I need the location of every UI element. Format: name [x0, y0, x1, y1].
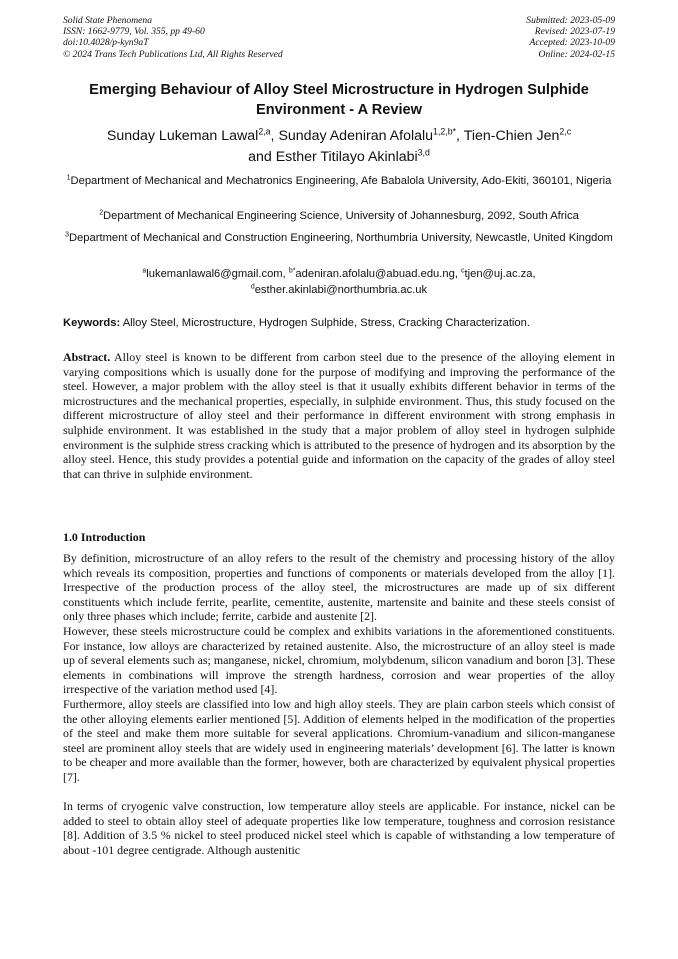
- paragraph: By definition, microstructure of an alloy refers to the result of the chemistry and processing history of the alloy which reveals its composition, properties and functions of components or materials developed from the alloy [1]. Irrespective of the production process of the alloy steel, the microstructures are made up of six different constituents which include ferrite, pearlite, cementite, austenite, martensite and bainite and these steels consist of only three phases which include; ferrite, carbide and austenite [2].: [63, 551, 615, 624]
- journal-info: [63, 15, 283, 60]
- abstract-label: Abstract.: [63, 350, 111, 364]
- author-name: Sunday Adeniran Afolalu: [278, 128, 434, 144]
- publication-dates: [526, 15, 615, 60]
- paragraph: In terms of cryogenic valve construction, low temperature alloy steels are applicable. For instance, nickel can be added to steel to obtain alloy steel of adequate properties like low temperature, toughness and corrosion resistance [8]. Addition of 3.5 % nickel to steel produced nickel steel which is capable of withstanding a low temperature of about -101 degree centigrade. Although austenitic: [63, 799, 615, 857]
- journal-name: Solid State Phenomena: [63, 15, 152, 26]
- author-affiliation-mark: 1,2,b*: [433, 126, 457, 137]
- affiliation-text: Department of Mechanical Engineering Science, University of Johannesburg, 2092, South Africa: [103, 210, 579, 222]
- author-affiliation-mark: 2,c: [559, 126, 572, 137]
- abstract: [63, 350, 615, 481]
- keywords: [63, 316, 615, 331]
- email-mark: a: [142, 267, 147, 275]
- author-name: Sunday Lukeman Lawal: [106, 128, 259, 144]
- affiliation-text: Department of Mechanical and Mechatronics Engineering, Afe Babalola University, Ado-Ekiti, 360101, Nigeria: [70, 175, 612, 187]
- affiliation-mark: 3: [65, 231, 69, 239]
- affiliation-2: [60, 209, 618, 225]
- accepted-date: Accepted: 2023-10-09: [529, 37, 615, 49]
- copyright: © 2024 Trans Tech Publications Ltd, All Rights Reserved: [63, 48, 283, 60]
- online-date: Online: 2024-02-15: [538, 48, 615, 60]
- paper-title: Emerging Behaviour of Alloy Steel Microstructure in Hydrogen Sulphide Environment - A Review: [89, 82, 589, 118]
- section-heading: 1.0 Introduction: [63, 530, 146, 544]
- abstract-text: Alloy steel is known to be different from carbon steel due to the presence of the alloying element in varying compositions which is usually done for the purpose of modifying and improving the performance of the steel. However, a major problem with the alloy steel is that it usually exhibits different behavior in terms of the microstructures and the mechanical properties, especially, in sulphide environment. Thus, this study focused on the different microstructure of alloy steel and their performance in different environment with strong emphasis in sulphide environment. It was established in the study that a major problem of alloy steel in hydrogen sulphide environment is the sulphide stress cracking which is attributed to the presence of hydrogen and its absorption by the alloy steel. Hence, this study provides a potential guide and information on the capacity of the grades of alloy steel that can thrive in sulphide environment.: [63, 350, 615, 481]
- paragraph: Furthermore, alloy steels are classified into low and high alloy steels. They are plain carbon steels which consist of the other alloying elements earlier mentioned [5]. Addition of elements helped in the modification of the properties of the steel and make them more suitable for several applications. Chromium-vanadium and silicon-manganese steel are prominent alloy steels that are widely used in engineering materials’ development [6]. The latter is known to be cheaper and more available than the former, however, both are characterized by equivalent physical properties [7].: [63, 696, 615, 784]
- email-b[interactable]: adeniran.afolalu@abuad.edu.ng,: [295, 268, 462, 280]
- author-name: and Esther Titilayo Akinlabi: [248, 149, 418, 165]
- email-a[interactable]: lukemanlawal6@gmail.com,: [146, 268, 289, 280]
- author-name: Tien-Chien Jen: [463, 128, 560, 144]
- affiliation-1: [60, 174, 618, 190]
- email-mark: c: [461, 267, 465, 275]
- introduction-body: [63, 551, 615, 857]
- doi: doi:10.4028/p-kyn9aT: [63, 37, 149, 49]
- email-c[interactable]: tjen@uj.ac.za,: [464, 268, 536, 280]
- paragraph: However, these steels microstructure could be complex and exhibits variations in the aforementioned constituents. For instance, low alloys are characterized by retained austenite. Also, the microstructure of an alloy steel is made up of several elements such as; manganese, nickel, chromium, molybdenum, silicon vanadium and boron [3]. These elements in combinations will improve the strength hardness, corrosion and wear properties of the alloy irrespective of the variation method used [4].: [63, 623, 615, 697]
- author-separator: ,: [270, 128, 279, 144]
- affiliation-mark: 2: [99, 209, 104, 217]
- author-emails: [60, 267, 618, 298]
- author-list: [40, 126, 638, 168]
- email-mark: d: [250, 282, 255, 290]
- author-affiliation-mark: 2,a: [258, 126, 271, 137]
- keywords-text: Alloy Steel, Microstructure, Hydrogen Sulphide, Stress, Cracking Characterization.: [120, 317, 530, 329]
- revised-date: Revised: 2023-07-19: [534, 26, 615, 38]
- author-affiliation-mark: 3,d: [417, 147, 430, 158]
- affiliation-mark: 1: [66, 174, 71, 182]
- submitted-date: Submitted: 2023-05-09: [526, 15, 615, 26]
- email-mark: b*: [288, 267, 296, 275]
- issn: ISSN: 1662-9779, Vol. 355, pp 49-60: [63, 26, 205, 38]
- affiliation-3: [60, 231, 618, 247]
- email-d[interactable]: esther.akinlabi@northumbria.ac.uk: [254, 283, 428, 296]
- keywords-label: Keywords:: [63, 317, 121, 329]
- author-separator: ,: [456, 128, 464, 144]
- affiliation-text: Department of Mechanical and Construction Engineering, Northumbria University, Newcastle, United Kingdom: [68, 232, 613, 244]
